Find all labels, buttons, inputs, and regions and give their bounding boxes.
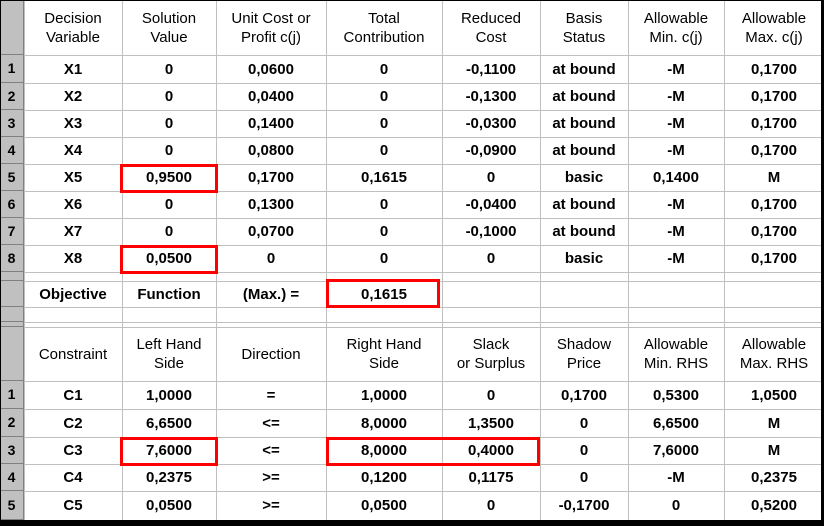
row-number[interactable] [0, 272, 24, 281]
decision-cell: -M [667, 142, 685, 159]
decision-cell: -M [667, 223, 685, 240]
constraint-header-2: Direction [241, 345, 301, 363]
decision-cell: 0,0400 [248, 88, 294, 105]
row-number[interactable]: 1 [0, 381, 24, 409]
decision-cell: 0,1615 [361, 169, 407, 186]
constraint-cell: C5 [63, 497, 83, 514]
constraint-cell: <= [262, 414, 280, 432]
row-number[interactable]: 5 [0, 164, 24, 191]
decision-cell: 0 [379, 250, 389, 267]
row-number[interactable]: 4 [0, 464, 24, 491]
constraint-cell: 1,0000 [146, 386, 192, 404]
constraint-cell: C2 [63, 414, 83, 432]
objective-label: Function [137, 285, 201, 303]
decision-cell: -0,0400 [465, 196, 517, 213]
decision-cell: X2 [63, 88, 83, 105]
decision-cell: -0,1100 [465, 60, 517, 78]
decision-header-3: Total Contribution [343, 9, 425, 46]
decision-cell: 0,1700 [751, 115, 797, 132]
constraint-cell: 8,0000 [361, 442, 407, 459]
decision-cell: 0 [379, 88, 389, 105]
constraint-cell: 1,0500 [751, 386, 797, 404]
grid-row-line [0, 272, 824, 273]
decision-cell: 0,0600 [248, 60, 294, 78]
decision-cell: -M [667, 250, 685, 267]
decision-cell: 0 [164, 88, 174, 105]
decision-cell: X3 [63, 115, 83, 132]
objective-value: 0,1615 [361, 285, 407, 303]
decision-cell: 0 [379, 196, 389, 213]
constraint-header-5: Shadow Price [556, 336, 612, 372]
constraint-cell: 0 [579, 469, 589, 486]
decision-cell: -0,1000 [465, 223, 517, 240]
decision-cell: 0 [379, 142, 389, 159]
constraint-cell: -M [667, 469, 685, 486]
decision-cell: at bound [552, 88, 616, 105]
decision-header-1: Solution Value [141, 9, 197, 46]
decision-cell: X1 [63, 60, 83, 78]
window-edge [0, 0, 1, 526]
row-number[interactable] [0, 307, 24, 322]
constraint-cell: 6,6500 [146, 414, 192, 432]
constraint-cell: C4 [63, 469, 83, 486]
constraint-cell: 1,0000 [361, 386, 407, 404]
decision-cell: X8 [63, 250, 83, 267]
row-number[interactable] [0, 281, 24, 307]
constraint-cell: = [266, 386, 276, 404]
decision-cell: M [767, 169, 781, 186]
decision-cell: 0 [486, 169, 496, 186]
constraint-cell: 0 [579, 442, 589, 459]
constraint-header-4: Slack or Surplus [456, 336, 526, 372]
constraint-cell: 0,2375 [751, 469, 797, 486]
constraint-header-1: Left Hand Side [136, 336, 202, 372]
row-number[interactable]: 3 [0, 110, 24, 137]
decision-cell: 0,1700 [751, 250, 797, 267]
decision-cell: 0,1700 [751, 60, 797, 78]
decision-cell: basic [564, 169, 604, 186]
constraint-cell: C3 [63, 442, 83, 459]
decision-cell: 0 [486, 250, 496, 267]
decision-cell: at bound [552, 142, 616, 159]
window-edge [0, 520, 824, 526]
row-number[interactable]: 4 [0, 137, 24, 164]
constraint-header-6: Allowable Min. RHS [643, 336, 709, 372]
constraint-cell: >= [262, 469, 280, 486]
constraint-cell: 0 [486, 386, 496, 404]
constraint-header-3: Right Hand Side [346, 336, 422, 372]
decision-header-6: Allowable Min. c(j) [643, 9, 709, 46]
decision-header-5: Basis Status [562, 9, 606, 46]
decision-cell: X6 [63, 196, 83, 213]
decision-cell: X7 [63, 223, 83, 240]
decision-cell: 0,1400 [653, 169, 699, 186]
row-number[interactable]: 7 [0, 218, 24, 245]
window-edge [0, 0, 824, 1]
decision-cell: 0 [266, 250, 276, 267]
decision-cell: at bound [552, 196, 616, 213]
constraint-cell: 0,4000 [468, 442, 514, 459]
decision-cell: at bound [552, 223, 616, 240]
decision-cell: X4 [63, 142, 83, 159]
row-number[interactable]: 5 [0, 491, 24, 520]
decision-cell: at bound [552, 60, 616, 78]
decision-cell: 0,1700 [751, 223, 797, 240]
constraint-cell: 7,6000 [653, 442, 699, 459]
row-number[interactable] [0, 327, 24, 381]
decision-header-4: Reduced Cost [460, 9, 522, 46]
decision-cell: 0,9500 [146, 169, 192, 186]
decision-cell: 0 [379, 115, 389, 132]
decision-cell: 0 [164, 60, 174, 78]
constraint-cell: M [767, 442, 781, 459]
decision-cell: -0,0900 [465, 142, 517, 159]
constraint-cell: <= [262, 442, 280, 459]
decision-cell: at bound [552, 115, 616, 132]
decision-cell: X5 [63, 169, 83, 186]
decision-cell: 0,1700 [751, 88, 797, 105]
decision-cell: 0 [164, 196, 174, 213]
constraint-cell: 1,3500 [468, 414, 514, 432]
decision-cell: 0 [379, 60, 389, 78]
grid-row-line [0, 322, 824, 323]
decision-cell: 0 [164, 115, 174, 132]
row-number[interactable]: 2 [0, 83, 24, 110]
constraint-cell: 0 [579, 414, 589, 432]
row-number[interactable]: 6 [0, 191, 24, 218]
constraint-cell: 6,6500 [653, 414, 699, 432]
decision-cell: 0,1300 [248, 196, 294, 213]
decision-header-0: Decision Variable [44, 9, 102, 46]
row-number[interactable]: 1 [0, 55, 24, 83]
constraint-cell: 0,5300 [653, 386, 699, 404]
constraint-cell: 0,5200 [751, 497, 797, 514]
decision-cell: 0 [379, 223, 389, 240]
row-number[interactable] [0, 0, 24, 55]
constraint-cell: >= [262, 497, 280, 514]
constraint-cell: 0,1700 [561, 386, 607, 404]
constraint-cell: M [767, 414, 781, 432]
decision-cell: -M [667, 196, 685, 213]
decision-cell: 0,0500 [146, 250, 192, 267]
row-number[interactable]: 8 [0, 245, 24, 272]
decision-cell: 0,1700 [751, 196, 797, 213]
decision-cell: 0,0700 [248, 223, 294, 240]
constraint-cell: 0,0500 [146, 497, 192, 514]
constraint-header-0: Constraint [38, 345, 108, 363]
decision-cell: 0,0800 [248, 142, 294, 159]
decision-cell: -M [667, 88, 685, 105]
decision-cell: -M [667, 115, 685, 132]
constraint-cell: 0 [671, 497, 681, 514]
constraint-cell: -0,1700 [558, 497, 610, 514]
decision-cell: 0,1700 [751, 142, 797, 159]
decision-cell: 0,1400 [248, 115, 294, 132]
decision-cell: 0,1700 [248, 169, 294, 186]
constraint-cell: 0,1175 [468, 469, 514, 486]
decision-cell: 0 [164, 223, 174, 240]
row-number[interactable]: 3 [0, 437, 24, 464]
decision-header-2: Unit Cost or Profit c(j) [231, 9, 311, 46]
decision-cell: -0,1300 [465, 88, 517, 105]
constraint-cell: 0,0500 [361, 497, 407, 514]
constraint-cell: 7,6000 [146, 442, 192, 459]
constraint-cell: 0,1200 [361, 469, 407, 486]
decision-cell: -M [667, 60, 685, 78]
decision-cell: -0,0300 [465, 115, 517, 132]
constraint-cell: 0 [486, 497, 496, 514]
constraint-header-7: Allowable Max. RHS [739, 336, 809, 372]
decision-cell: basic [564, 250, 604, 267]
constraint-cell: C1 [63, 386, 83, 404]
row-number[interactable]: 2 [0, 409, 24, 437]
constraint-cell: 8,0000 [361, 414, 407, 432]
decision-cell: 0 [164, 142, 174, 159]
objective-label: Objective [39, 285, 107, 303]
grid-row-line [0, 307, 824, 308]
decision-header-7: Allowable Max. c(j) [741, 9, 807, 46]
objective-label: (Max.) = [242, 285, 300, 303]
constraint-cell: 0,2375 [146, 469, 192, 486]
